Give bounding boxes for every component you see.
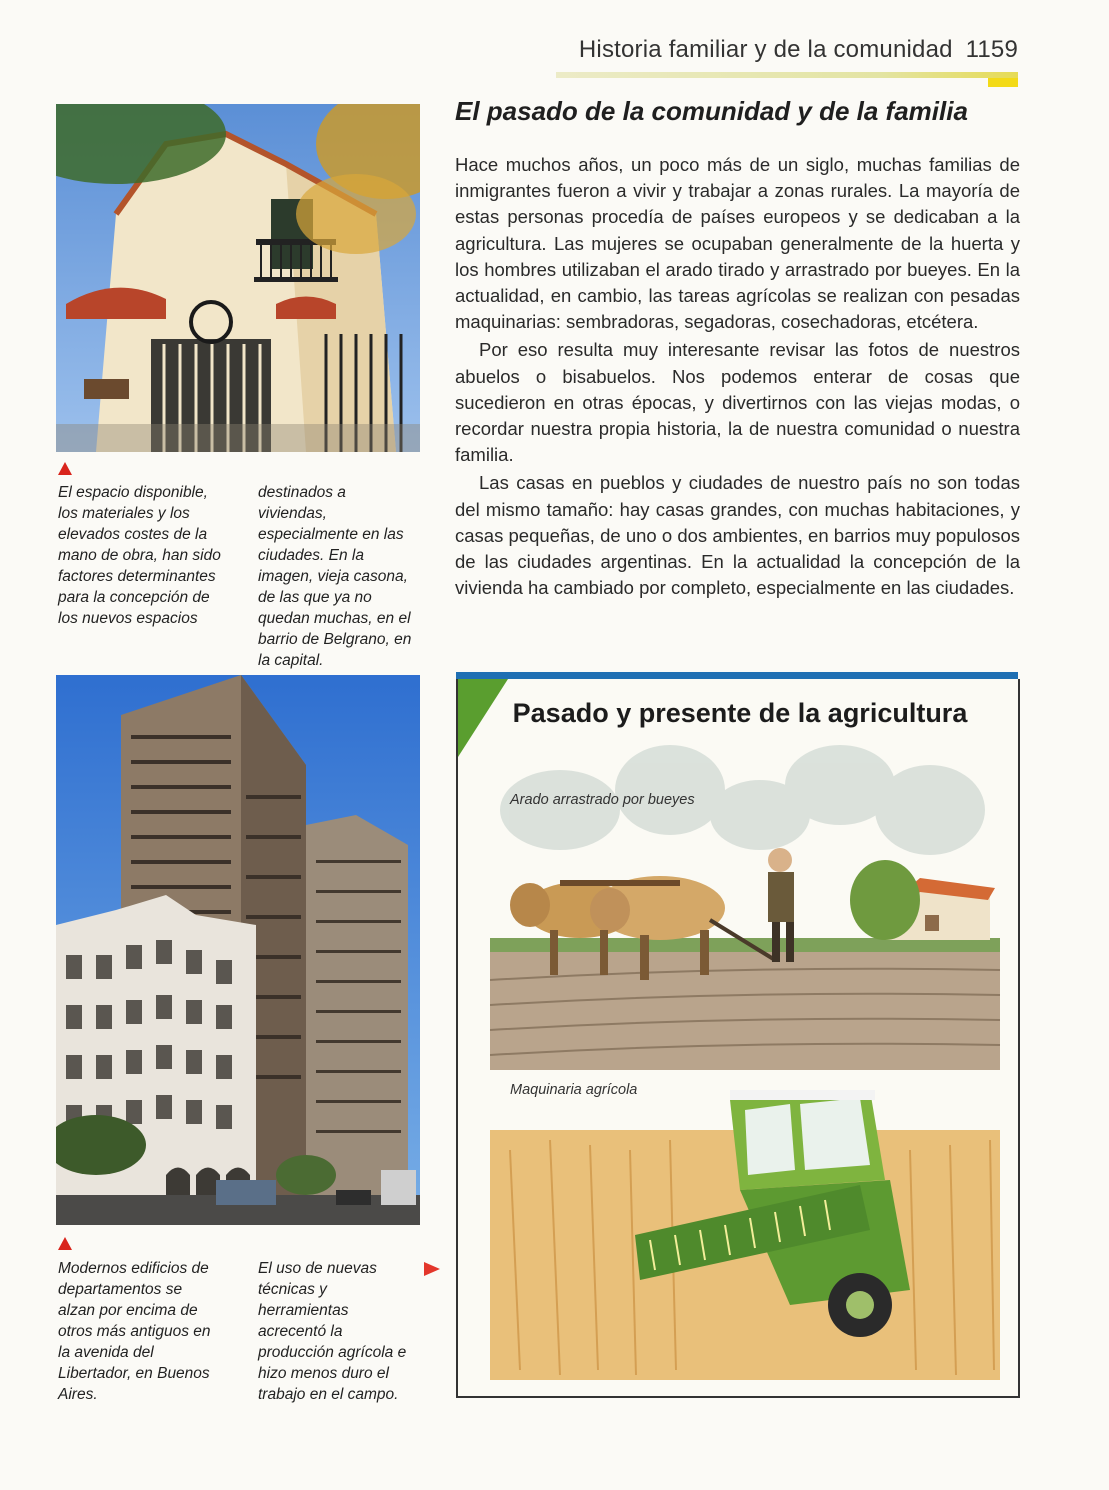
pointer-arrow-icon xyxy=(424,1262,440,1276)
paragraph-3: Las casas en pueblos y ciudades de nuestro país no son todas del mismo tamaño: hay casas grandes, con muchas habitaciones, y casas pequeñas, de uno o dos ambientes, en barrios muy populosos de las ciudades argentinas. En la actualidad la concepción de la vivienda ha cambiado por completo, especialmente en las ciudades. xyxy=(455,472,1020,599)
running-title: Historia familiar y de la comunidad xyxy=(578,36,953,63)
label-machine: Maquinaria agrícola xyxy=(510,1082,638,1098)
label-oxen: Arado arrastrado por bueyes xyxy=(510,792,695,808)
running-head xyxy=(540,36,1018,64)
caption-buildings: Modernos edificios de departamentos se alzan por encima de otros más antiguos en la avenida del Libertador, en Buenos Aires. xyxy=(58,1260,211,1403)
header-rule-tab xyxy=(988,78,1018,87)
article-body xyxy=(455,152,1020,601)
old-house-photo xyxy=(56,104,420,452)
caption-marker-icon xyxy=(58,462,72,475)
section-title: El pasado de la comunidad y de la familia xyxy=(455,96,968,126)
page-number: 1159 xyxy=(965,36,1018,63)
agri-box-title: Pasado y presente de la agricultura xyxy=(512,698,968,728)
caption-house-col2: destinados a viviendas, especialmente en las ciudades. En la imagen, vieja casona, de las que ya no quedan muchas, en el barrio de Belgrano, en la capital. xyxy=(258,484,412,669)
paragraph-1: Hace muchos años, un poco más de un siglo, muchas familias de inmigrantes fueron a vivir y trabajar a zonas rurales. La mayoría de estas personas procedía de países europeos y se dedicaban a la agricultura. Las mujeres se ocupaban generalmente de la huerta y los hombres utilizaban el arado tirado y arrastrado por bueyes. En la actualidad, en cambio, las tareas agrícolas se realizan con pesadas maquinarias: sembradoras, segadoras, cosechadoras, etcétera. xyxy=(455,154,1020,333)
caption-marker-icon xyxy=(58,1237,72,1250)
caption-house-col1: El espacio disponible, los materiales y los elevados costes de la mano de obra, han sido factores determinantes para la concepción de los nuevos espacios xyxy=(58,484,221,627)
header-rule xyxy=(556,72,1018,78)
paragraph-2: Por eso resulta muy interesante revisar las fotos de nuestros abuelos o bisabuelos. Nos podemos enterar de cosas que sucedieron en otras épocas, y divertirnos con las viejas modas, o recordar nuestra propia historia, la de nuestra comunidad o nuestra familia. xyxy=(455,339,1020,466)
oxen-plough-illustration xyxy=(490,830,1000,1070)
buildings-photo xyxy=(56,675,420,1225)
caption-agriculture: El uso de nuevas técnicas y herramientas acrecentó la producción agrícola e hizo menos duro el trabajo en el campo. xyxy=(258,1260,407,1403)
harvester-illustration xyxy=(490,1090,1000,1380)
agri-box-topbar xyxy=(456,672,1018,679)
